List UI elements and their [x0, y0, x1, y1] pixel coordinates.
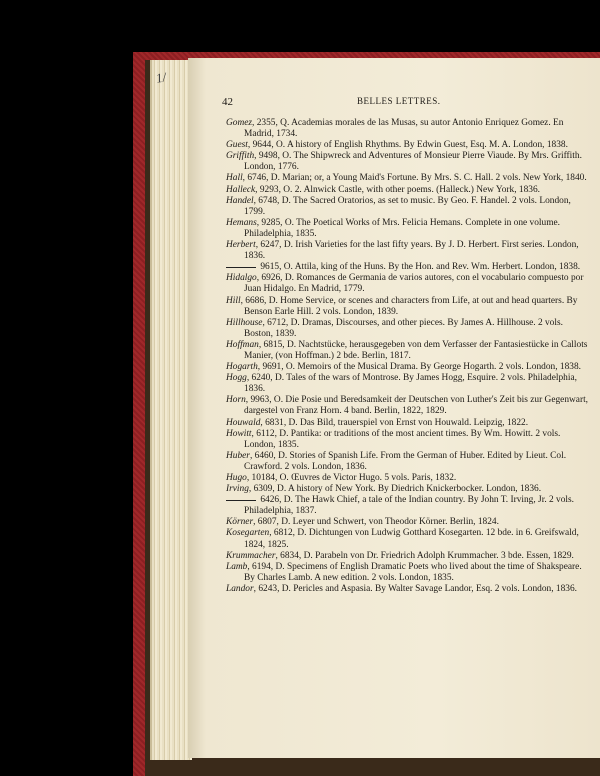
- book-page: [188, 58, 600, 758]
- catalog-entry: [226, 218, 592, 240]
- handwritten-note: 1/: [154, 69, 168, 86]
- author-name: Lamb: [226, 561, 248, 572]
- entry-text: , 6309, D. A history of New York. By Diedrich Knickerbocker. London, 1836.: [248, 484, 542, 495]
- catalog-entry: [226, 318, 592, 340]
- entry-text: , 6746, D. Marian; or, a Young Maid's Fortune. By Mrs. S. C. Hall. 2 vols. New York, 1840.: [242, 173, 587, 184]
- entry-text: , 6686, D. Home Service, or scenes and characters from Life, at out and head quarters. By Benson Earle Hill. 2 vols. London, 1839.: [240, 295, 578, 317]
- catalog-entry: [226, 373, 592, 395]
- catalog-entry: [226, 340, 592, 362]
- catalog-entry: [226, 173, 592, 184]
- author-name: Handel: [226, 195, 254, 206]
- author-name: Halleck: [226, 184, 256, 195]
- author-name: Gomez: [226, 118, 253, 128]
- catalog-entry: [226, 151, 592, 173]
- entry-text: , 6112, D. Pantika: or traditions of the most ancient times. By Wm. Howitt. 2 vols. London, 1835.: [244, 428, 561, 450]
- ditto-dash: [226, 500, 256, 501]
- catalog-entry: [226, 418, 592, 429]
- page-number: 42: [222, 96, 233, 108]
- ditto-dash: [226, 267, 256, 268]
- entry-text: , 9644, O. A history of English Rhythms. By Edwin Guest, Esq. M. A. London, 1838.: [247, 140, 568, 151]
- catalog-entry: [226, 185, 592, 196]
- entry-text: 9615, O. Attila, king of the Huns. By the Hon. and Rev. Wm. Herbert. London, 1838.: [258, 262, 581, 273]
- catalog-entry: [226, 273, 592, 295]
- author-name: Griffith: [226, 151, 255, 162]
- author-name: Hugo: [226, 473, 247, 483]
- catalog-entry: [226, 262, 592, 273]
- author-name: Hoffman: [226, 339, 259, 350]
- entry-text: , 6240, D. Tales of the wars of Montrose. By James Hogg, Esquire. 2 vols. Philadelphia, 1836.: [244, 373, 577, 395]
- entry-text: , 6712, D. Dramas, Discourses, and other pieces. By James A. Hillhouse. 2 vols. Boston, 1839.: [244, 317, 563, 339]
- running-head: BELLES LETTRES.: [357, 96, 441, 106]
- catalog-entry: [226, 362, 592, 373]
- entry-text: 6426, D. The Hawk Chief, a tale of the Indian country. By John T. Irving, Jr. 2 vols. Philadelphia, 1837.: [244, 495, 575, 517]
- catalog-entry: [226, 395, 592, 417]
- entry-text: , 6831, D. Das Bild, trauerspiel von Ernst von Houwald. Leipzig, 1822.: [260, 417, 529, 428]
- entry-text: , 9293, O. 2. Alnwick Castle, with other poems. (Halleck.) New York, 1836.: [255, 184, 541, 195]
- entry-text: , 6243, D. Pericles and Aspasia. By Walter Savage Landor, Esq. 2 vols. London, 1836.: [253, 583, 578, 594]
- author-name: Hidalgo: [226, 273, 257, 284]
- catalog-entry: [226, 429, 592, 451]
- catalog-entry: [226, 584, 592, 595]
- entry-text: , 2355, Q. Academias morales de las Musas, su autor Antonio Enriquez Gomez. En Madrid, 1734.: [244, 118, 564, 140]
- catalog-entry: [226, 495, 592, 517]
- entry-text: , 9691, O. Memoirs of the Musical Drama. By George Hogarth. 2 vols. London, 1838.: [257, 362, 581, 373]
- page-stack-edge: [150, 60, 192, 760]
- catalog-entry: [226, 140, 592, 151]
- entry-text: , 6815, D. Nachtstücke, herausgegeben von dem Verfasser der Fantasiestücke in Callots Manier, (von Hoffman.) 2 bde. Berlin, 1817.: [244, 339, 588, 361]
- author-name: Hall: [226, 173, 243, 184]
- author-name: Landor: [226, 583, 254, 594]
- catalog-entry: [226, 240, 592, 262]
- entry-text: , 10184, O. Œuvres de Victor Hugo. 5 vols. Paris, 1832.: [246, 473, 457, 483]
- entry-text: , 6194, D. Specimens of English Dramatic Poets who lived about the time of Shakspeare. By Charles Lamb. A new edition. 2 vols. London, 1835.: [244, 561, 582, 583]
- author-name: Krummacher: [226, 550, 276, 561]
- author-name: Kosegarten: [226, 528, 270, 539]
- catalog-entry: [226, 118, 592, 140]
- entry-text: , 9285, O. The Poetical Works of Mrs. Felicia Hemans. Complete in one volume. Philadelphia, 1835.: [244, 217, 561, 239]
- entry-text: , 9498, O. The Shipwreck and Adventures of Monsieur Pierre Viaude. By Mrs. Griffith. London, 1776.: [244, 151, 582, 173]
- author-name: Howitt: [226, 428, 252, 439]
- entry-text: , 6812, D. Dichtungen von Ludwig Gotthard Kosegarten. 12 bde. in 6. Greifswald, 1824, 1825.: [244, 528, 579, 550]
- entry-text: , 6926, D. Romances de Germania de varios autores, con el vocabulario compuesto por Juan Hidalgo. En Madrid, 1779.: [244, 273, 584, 295]
- catalog-entry: [226, 528, 592, 550]
- catalog-entry: [226, 451, 592, 473]
- author-name: Hillhouse: [226, 317, 263, 328]
- catalog-entry: [226, 296, 592, 318]
- catalog-entry: [226, 473, 592, 484]
- catalog-entry: [226, 196, 592, 218]
- author-name: Hill: [226, 295, 241, 306]
- page-header: [222, 96, 592, 112]
- entry-text: , 6247, D. Irish Varieties for the last fifty years. By J. D. Herbert. First series. London, 1836.: [244, 240, 579, 262]
- entry-text: , 6807, D. Leyer und Schwert, von Theodor Körner. Berlin, 1824.: [253, 517, 499, 528]
- author-name: Hogarth: [226, 362, 258, 373]
- catalog-entry: [226, 562, 592, 584]
- catalog-entry: [226, 517, 592, 528]
- author-name: Hogg: [226, 373, 247, 384]
- entry-text: , 6460, D. Stories of Spanish Life. From the German of Huber. Edited by Lieut. Col. Crawford. 2 vols. London, 1836.: [244, 450, 567, 472]
- author-name: Horn: [226, 395, 246, 406]
- entry-text: , 6748, D. The Sacred Oratorios, as set to music. By Geo. F. Handel. 2 vols. London, 1799.: [244, 195, 571, 217]
- entry-text: , 6834, D. Parabeln von Dr. Friedrich Adolph Krummacher. 3 bde. Essen, 1829.: [275, 550, 574, 561]
- author-name: Hemans: [226, 217, 257, 228]
- catalog-entry: [226, 551, 592, 562]
- author-name: Herbert: [226, 240, 256, 251]
- entry-text: , 9963, O. Die Posie und Beredsamkeit der Deutschen von Luther's Zeit bis zur Gegenwart, dargestel von Franz Horn. 4 band. Berlin, 1822, 1829.: [244, 395, 589, 417]
- catalog-entry: [226, 484, 592, 495]
- author-name: Irving: [226, 484, 249, 495]
- author-name: Körner: [226, 517, 254, 528]
- author-name: Houwald: [226, 417, 261, 428]
- catalog-entries: [226, 118, 592, 595]
- author-name: Guest: [226, 140, 248, 151]
- author-name: Huber: [226, 450, 250, 461]
